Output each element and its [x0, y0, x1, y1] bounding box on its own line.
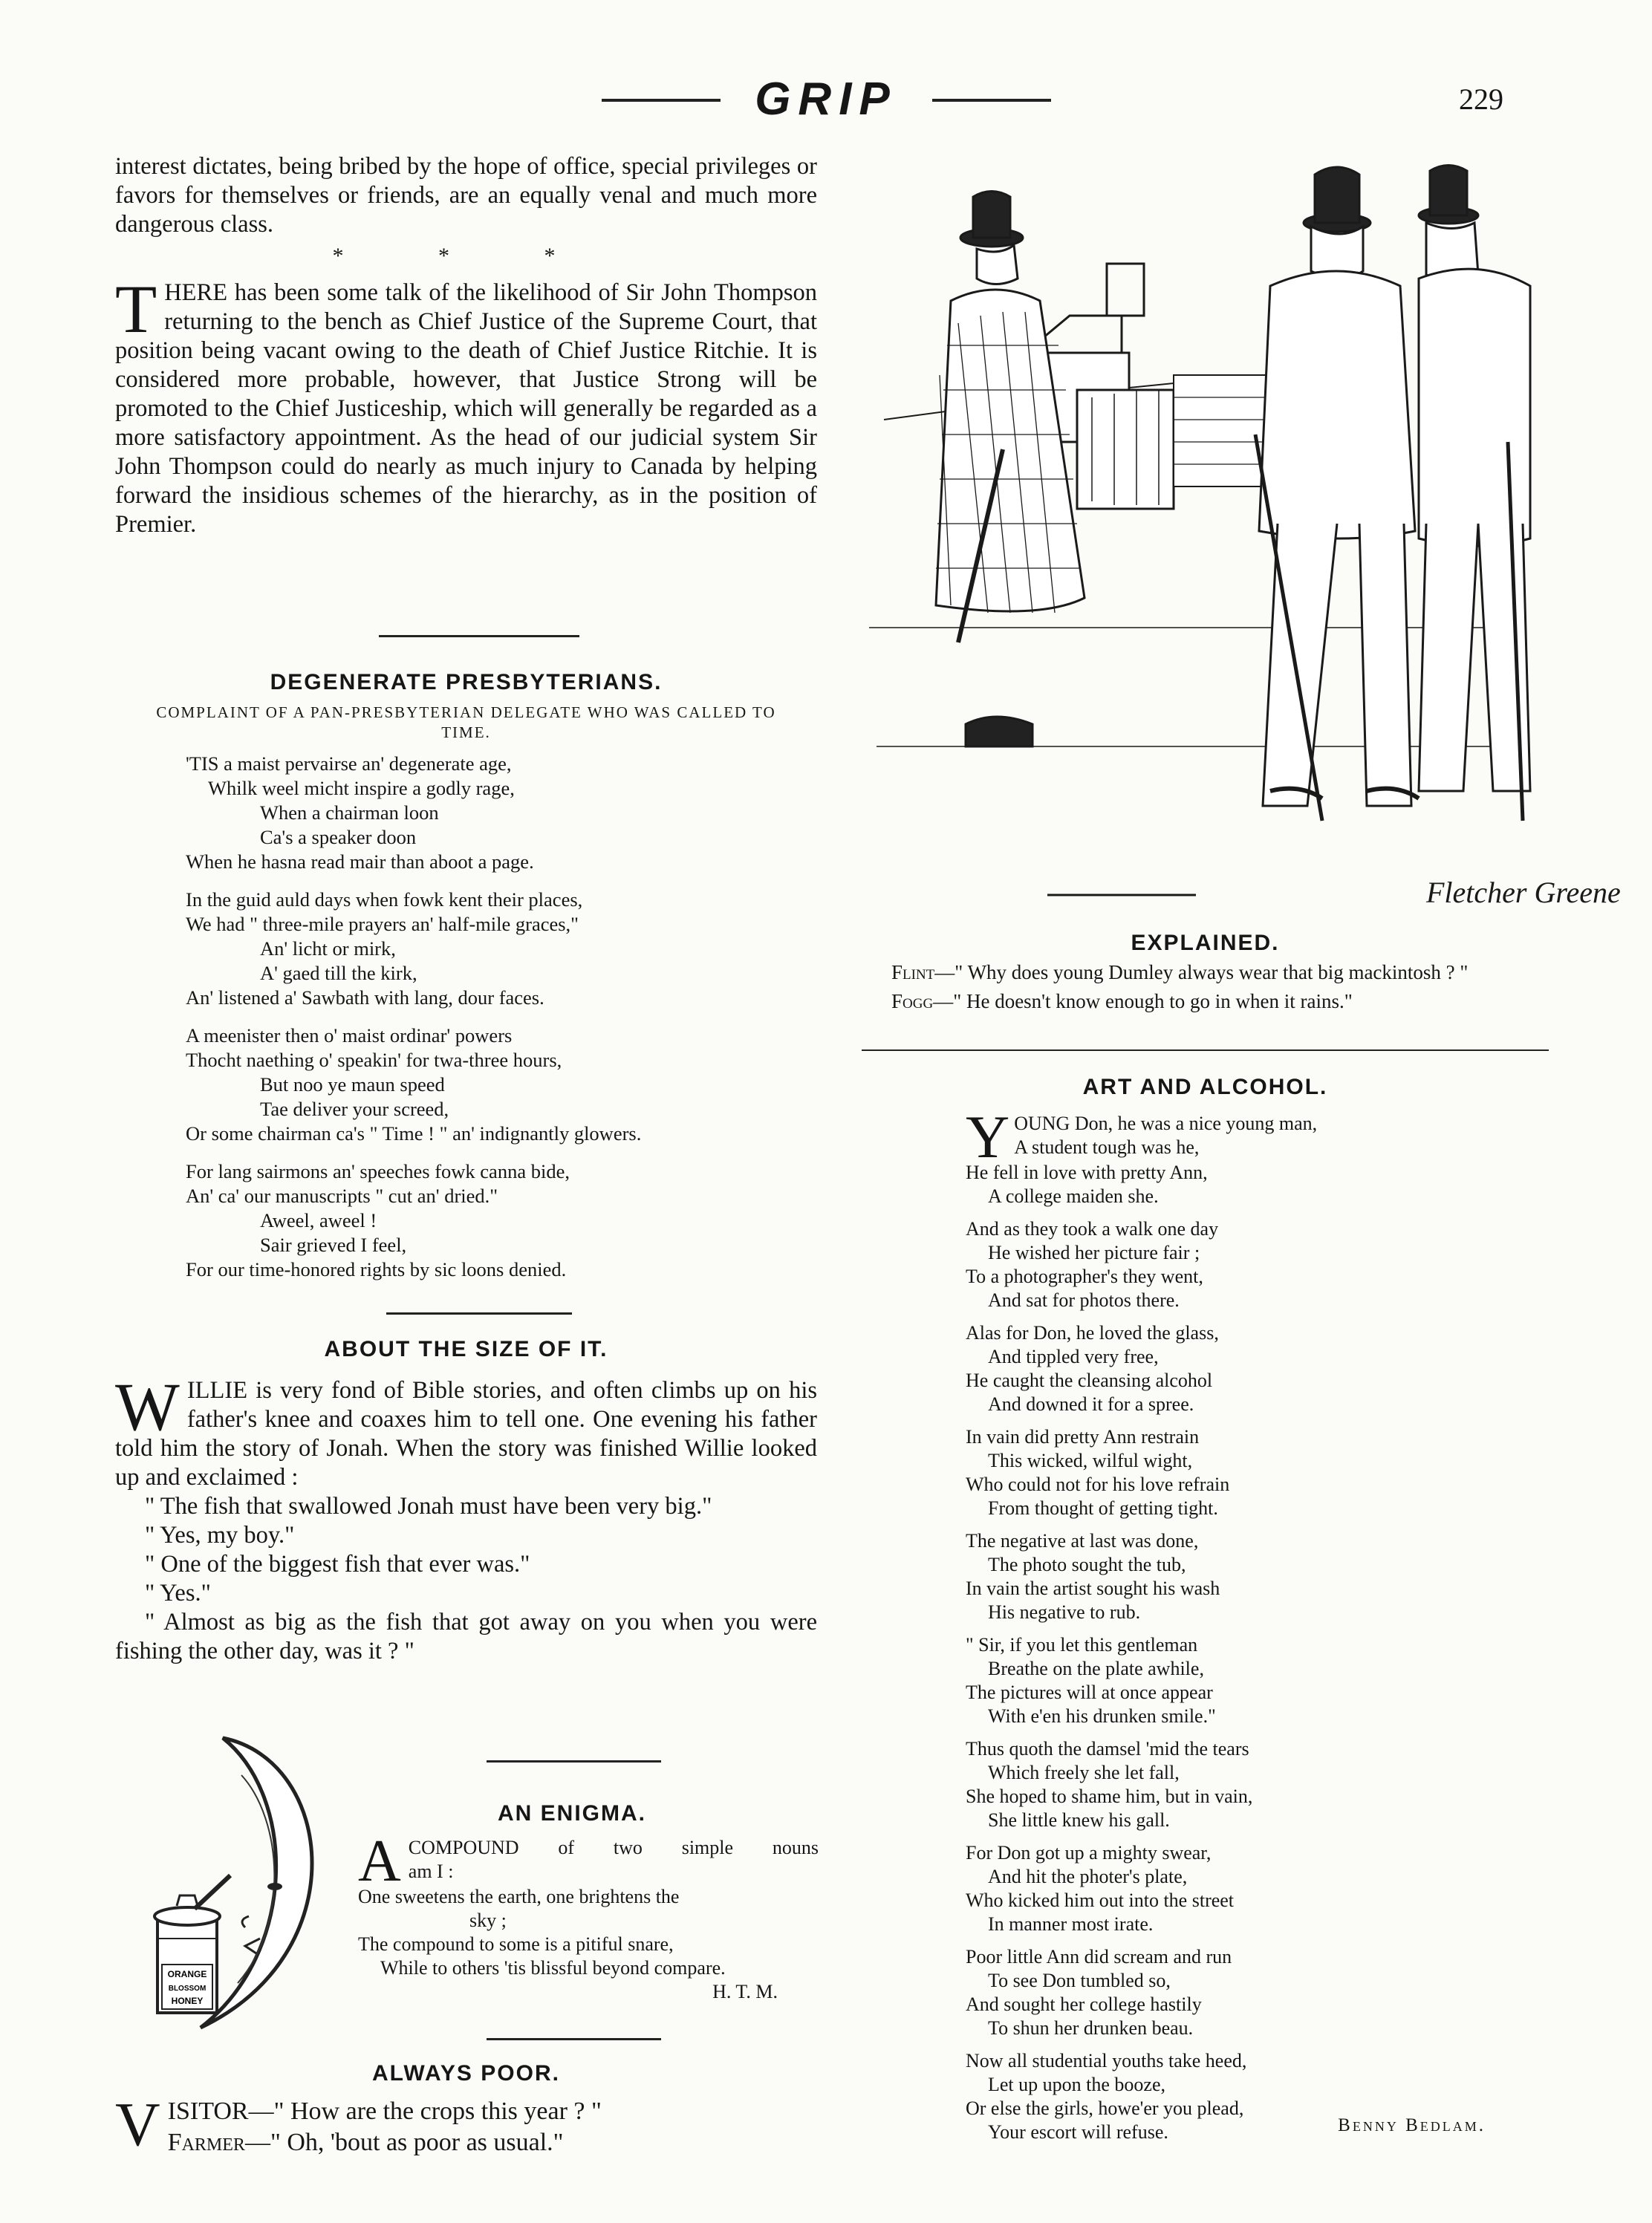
verse-line: Or some chairman ca's " Time ! " an' indignantly glowers.	[186, 1122, 642, 1145]
verse-line: Let up upon the booze,	[988, 2074, 1165, 2095]
verse-line: 'TIS a maist pervairse an' degenerate age,	[186, 752, 512, 775]
stanza	[966, 1529, 1545, 1624]
verse-line: And tippled very free,	[988, 1346, 1159, 1367]
verse-line: In vain the artist sought his wash	[966, 1578, 1220, 1599]
verse-line: In manner most irate.	[988, 1913, 1154, 1935]
verse-line: OUNG Don, he was a nice young man,	[1014, 1113, 1318, 1134]
verse-line: From thought of getting tight.	[988, 1497, 1218, 1519]
verse-line: A college maiden she.	[988, 1185, 1159, 1207]
speaker-label: Farmer	[167, 2129, 245, 2156]
stanza	[186, 1023, 817, 1146]
verse-line: For Don got up a mighty swear,	[966, 1842, 1212, 1864]
stanza	[966, 1737, 1545, 1832]
intro-paragraph: interest dictates, being bribed by the hope of office, special privileges or favors for themselves or friends, are an equally venal and much more dangerous class.	[115, 153, 817, 238]
verse-line: In vain did pretty Ann restrain	[966, 1426, 1200, 1448]
stanza	[186, 752, 817, 874]
thompson-paragraph	[115, 271, 817, 539]
speaker-label: Flint	[891, 961, 935, 983]
verse-line: This wicked, wilful wight,	[988, 1450, 1193, 1471]
verse-line: She hoped to shame him, but in vain,	[966, 1786, 1253, 1807]
cartoon-three-men	[854, 152, 1621, 925]
verse-line: A student tough was he,	[1014, 1136, 1200, 1158]
farmer-line: —" Oh, 'bout as poor as usual."	[244, 2129, 564, 2156]
speaker-label: Fogg	[891, 990, 934, 1012]
dialogue-line: " One of the biggest fish that ever was."	[145, 1551, 530, 1578]
divider	[379, 635, 579, 637]
dialogue-line: " Almost as big as the fish that got away on you when you were fishing the other day, was it ? "	[115, 1609, 817, 1664]
verse-line: Who could not for his love refrain	[966, 1474, 1230, 1495]
verse-line: The photo sought the tub,	[988, 1554, 1186, 1575]
poem-signature: Benny Bedlam.	[1338, 2115, 1486, 2135]
drop-cap: W	[115, 1369, 180, 1445]
verse-line: Alas for Don, he loved the glass,	[966, 1322, 1219, 1344]
degenerate-title: DEGENERATE PRESBYTERIANS.	[270, 670, 663, 694]
moon-honey-illustration	[111, 1731, 357, 2050]
verse-line: He fell in love with pretty Ann,	[966, 1162, 1208, 1183]
jar-label-line: ORANGE	[167, 1969, 207, 1979]
verse-line: Poor little Ann did scream and run	[966, 1946, 1232, 1967]
stanza	[186, 1159, 817, 1282]
about-first: ILLIE is very fond of Bible stories, and often climbs up on his father's knee and coaxes him to tell one. One evening his father told him the story of Jonah. When the story was finished Willie looked up and exclaimed :	[115, 1377, 817, 1491]
verse-line: To see Don tumbled so,	[988, 1970, 1171, 1991]
stanza	[966, 1841, 1545, 1936]
drop-cap: A	[358, 1829, 401, 1894]
verse-line: A' gaed till the kirk,	[260, 962, 417, 984]
about-title: ABOUT THE SIZE OF IT.	[324, 1337, 608, 1361]
verse-line: Who kicked him out into the street	[966, 1890, 1235, 1911]
divider	[862, 1049, 1549, 1051]
dialogue-line: " The fish that swallowed Jonah must have been very big."	[145, 1493, 712, 1520]
verse-line: Ca's a speaker doon	[260, 826, 417, 848]
stanza	[966, 1945, 1545, 2040]
verse-line: An' ca' our manuscripts " cut an' dried."	[186, 1185, 498, 1207]
section-stars: * * *	[332, 244, 600, 268]
stanza	[186, 888, 817, 1010]
masthead-title: GRIP	[755, 74, 897, 125]
verse-line: And sought her college hastily	[966, 1993, 1202, 2015]
verse-line: And hit the photer's plate,	[988, 1866, 1188, 1887]
dialogue-line: " Yes."	[145, 1580, 211, 1607]
verse-line: While to others 'tis blissful beyond compare.	[380, 1957, 726, 1979]
verse-line: She little knew his gall.	[988, 1809, 1170, 1831]
poor-title: ALWAYS POOR.	[372, 2061, 560, 2086]
verse-line: When he hasna read mair than aboot a page.	[186, 850, 534, 873]
verse-line: Sair grieved I feel,	[260, 1234, 407, 1256]
verse-line: And downed it for a spree.	[988, 1393, 1194, 1415]
verse-line: The negative at last was done,	[966, 1530, 1199, 1552]
verse-line: To shun her drunken beau.	[988, 2017, 1194, 2039]
verse-line: With e'en his drunken smile."	[988, 1705, 1216, 1727]
drop-cap: T	[115, 271, 157, 347]
verse-line: He caught the cleansing alcohol	[966, 1370, 1213, 1391]
verse-line: We had " three-mile prayers an' half-mile graces,"	[186, 913, 579, 935]
degenerate-poem	[186, 752, 817, 1282]
verse-line: He wished her picture fair ;	[988, 1242, 1200, 1263]
verse-line: Or else the girls, howe'er you plead,	[966, 2097, 1244, 2119]
degenerate-subtitle: COMPLAINT OF A PAN-PRESBYTERIAN DELEGATE WHO WAS CALLED TO TIME.	[156, 703, 776, 741]
signature: H. T. M.	[712, 1981, 778, 2002]
verse-line: And sat for photos there.	[988, 1289, 1180, 1311]
page-number: 229	[1459, 82, 1503, 116]
about-story	[115, 1369, 817, 1666]
verse-line: Which freely she let fall,	[988, 1762, 1180, 1783]
verse-line: Whilk weel micht inspire a godly rage,	[208, 777, 515, 799]
verse-line: When a chairman loon	[260, 801, 439, 824]
stanza	[966, 1103, 1545, 1208]
verse-line: " Sir, if you let this gentleman	[966, 1634, 1198, 1656]
verse-line: For our time-honored rights by sic loons denied.	[186, 1258, 567, 1280]
art-title: ART AND ALCOHOL.	[1082, 1075, 1328, 1099]
verse-line: For lang sairmons an' speeches fowk canna bide,	[186, 1160, 570, 1182]
verse-line: But noo ye maun speed	[260, 1073, 445, 1096]
divider	[487, 1760, 661, 1763]
verse-line: am I :	[408, 1861, 454, 1882]
verse-line: Your escort will refuse.	[988, 2121, 1168, 2143]
stanza	[966, 1425, 1545, 1520]
fogg-line: —" He doesn't know enough to go in when it rains."	[933, 990, 1353, 1012]
visitor-line: ISITOR—" How are the crops this year ? "	[167, 2097, 602, 2125]
verse-line: An' listened a' Sawbath with lang, dour faces.	[186, 986, 544, 1009]
explained-dialogue	[862, 960, 1549, 1014]
verse-line: Breathe on the plate awhile,	[988, 1658, 1204, 1679]
verse-line: A meenister then o' maist ordinar' powers	[186, 1024, 513, 1047]
verse-line: And as they took a walk one day	[966, 1218, 1219, 1240]
verse-line: In the guid auld days when fowk kent their places,	[186, 888, 583, 911]
enigma-verse	[358, 1829, 819, 2004]
explained-title: EXPLAINED.	[1131, 931, 1280, 955]
jar-label-line: HONEY	[171, 1996, 204, 2006]
enigma-title: AN ENIGMA.	[498, 1801, 646, 1826]
verse-line: The pictures will at once appear	[966, 1682, 1213, 1703]
divider	[487, 2038, 661, 2040]
drop-cap: Y	[966, 1103, 1010, 1171]
thompson-text: HERE has been some talk of the likelihood of Sir John Thompson returning to the bench as Chief Justice of the Supreme Court, that position being vacant owing to the death of Chief Justice Ritchie. It is considered more probable, however, that Justice Strong will be promoted to the Chief Justiceship, which will generally be regarded as a more satisfactory appointment. As the head of our judicial system Sir John Thompson could do nearly as much injury to Canada by helping forward the insidious schemes of the hierarchy, as in the position of Premier.	[115, 279, 817, 538]
art-poem	[966, 1103, 1545, 2144]
dialogue-line: " Yes, my boy."	[145, 1522, 295, 1549]
verse-line: An' licht or mirk,	[260, 937, 396, 960]
stanza	[966, 1633, 1545, 1728]
stanza	[966, 1217, 1545, 1312]
drop-cap: V	[115, 2090, 160, 2159]
jar-label-line: BLOSSOM	[168, 1985, 206, 1993]
divider	[386, 1312, 572, 1315]
verse-line: sky ;	[469, 1910, 507, 1931]
verse-line: Now all studential youths take heed,	[966, 2050, 1247, 2071]
verse-line: Tae deliver your screed,	[260, 1098, 449, 1120]
verse-line: One sweetens the earth, one brightens the	[358, 1886, 680, 1907]
verse-line: Thus quoth the damsel 'mid the tears	[966, 1738, 1249, 1760]
poor-dialogue	[115, 2090, 817, 2159]
verse-line: His negative to rub.	[988, 1601, 1141, 1623]
cartoon-signature: Fletcher Greene	[1426, 876, 1621, 909]
verse-line: The compound to some is a pitiful snare,	[358, 1933, 674, 1955]
verse-line: To a photographer's they went,	[966, 1266, 1203, 1287]
verse-line: Aweel, aweel !	[260, 1209, 377, 1231]
stanza	[966, 1321, 1545, 1416]
verse-line: COMPOUND of two simple nouns	[408, 1837, 819, 1858]
flint-line: —" Why does young Dumley always wear that big mackintosh ? "	[934, 961, 1469, 983]
verse-line: Thocht naething o' speakin' for twa-three hours,	[186, 1049, 562, 1071]
